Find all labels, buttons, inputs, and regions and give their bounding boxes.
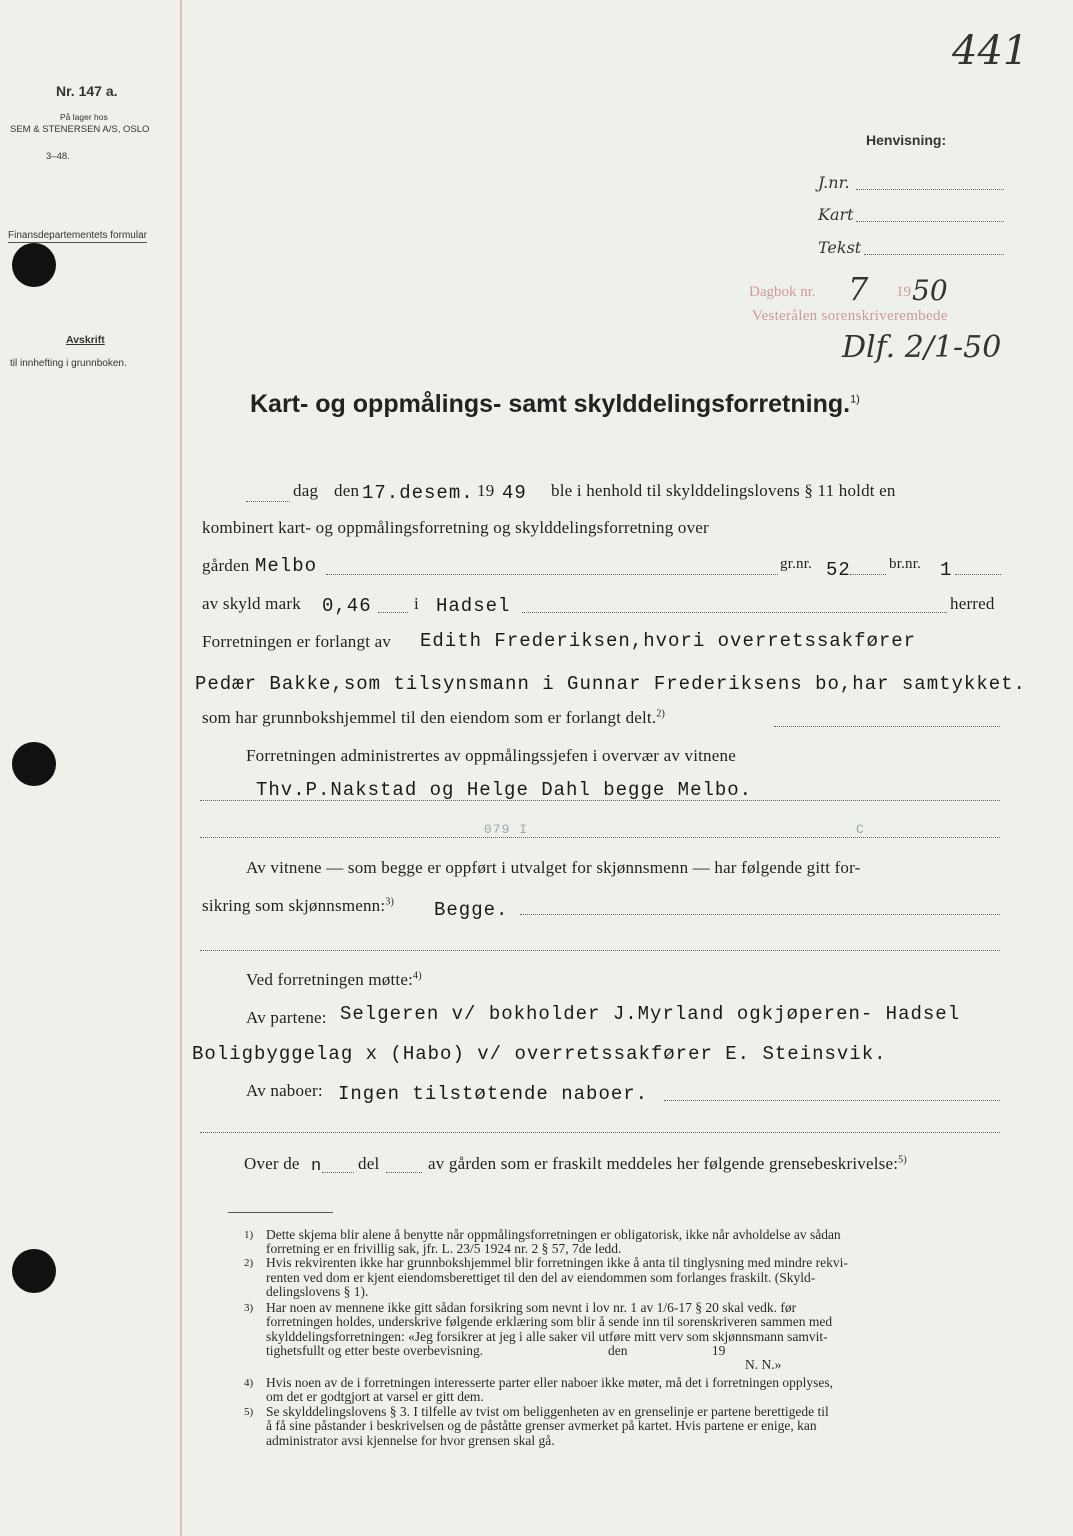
witnesses-field <box>200 800 1000 801</box>
requested-by-continued: Pedær Bakke,som tilsynsmann i Gunnar Frederiksens bo,har samtykket. <box>195 673 1026 695</box>
over-n: n <box>311 1157 323 1176</box>
skyld-field <box>378 612 408 613</box>
title-text: Kart- og oppmålings- samt skylddelingsforretning. <box>250 390 851 418</box>
boundary-note: 5) <box>898 1154 907 1166</box>
form-number: Nr. 147 a. <box>56 83 118 99</box>
footnote-1-line2: forretning er en frivillig sak, jfr. L. 23/5 1924 nr. 2 § 57, 7de ledd. <box>266 1241 622 1256</box>
footnote-3-line2: forretningen holdes, underskrive følgende erklæring som blir å sende inn til sorenskriveren sammen med <box>266 1314 833 1329</box>
grnr-value: 52 <box>826 559 851 581</box>
stamp-dagbok-label: Dagbok nr. <box>749 284 816 300</box>
neighbours-value: Ingen tilstøtende naboer. <box>338 1083 649 1105</box>
den-label: den <box>334 481 360 500</box>
stamp-office: Vesterålen sorenskriverembede <box>752 308 948 324</box>
footnote-1-line1: Dette skjema blir alene å benytte når oppmålingsforretningen er obligatorisk, ikke når avholdelse av sådan <box>266 1227 841 1242</box>
footnote-2-number: 2) <box>244 1257 254 1269</box>
date-value: 17.desem. <box>362 482 474 504</box>
over-field <box>322 1172 354 1173</box>
title-note: 1) <box>850 393 860 406</box>
del-field <box>386 1172 422 1173</box>
assurance-value: Begge. <box>434 899 509 921</box>
assurance-text <box>202 896 394 916</box>
footnote-2-line3: delingslovens § 1). <box>266 1284 369 1299</box>
witnesses-value: Thv.P.Nakstad og Helge Dahl begge Melbo. <box>256 779 753 801</box>
jnr-field <box>856 189 1004 190</box>
copy-label: Avskrift <box>66 334 105 346</box>
skyld-value: 0,46 <box>322 595 372 617</box>
footnote-3-signature: N. N.» <box>745 1357 782 1372</box>
footnote-rule <box>228 1212 333 1213</box>
page-number: 441 <box>952 28 1029 74</box>
blank-line <box>200 837 1000 838</box>
line2: kombinert kart- og oppmålingsforretning og skylddelingsforretning over <box>202 518 709 537</box>
administered-text: Forretningen administrertes av oppmålingssjefen i overvær av vitnene <box>246 746 736 765</box>
grnr-label: gr.nr. <box>780 556 813 572</box>
footnote-3-number: 3) <box>244 1302 254 1314</box>
punch-hole <box>12 243 56 287</box>
assurance-field <box>520 914 1000 915</box>
title-holder-note: 2) <box>656 708 666 720</box>
footnote-5-line1: Se skylddelingslovens § 3. I tilfelle av tvist om beliggenheten av en grenselinje er partene berettigede til <box>266 1404 829 1419</box>
punch-hole <box>12 742 56 786</box>
brnr-value: 1 <box>940 559 953 581</box>
tekst-label: Tekst <box>818 238 862 257</box>
footnote-5-line3: administrator avsi kjennelse for hvor grensen skal gå. <box>266 1433 555 1448</box>
copy-note: til innhefting i grunnboken. <box>10 358 127 369</box>
farm-field <box>326 574 778 575</box>
dag-label: dag <box>293 481 319 500</box>
parties-value: Selgeren v/ bokholder J.Myrland ogkjøperen- Hadsel <box>340 1003 961 1025</box>
reference-heading: Henvisning: <box>866 132 947 148</box>
year-value: 49 <box>502 482 527 504</box>
parties-label: Av partene: <box>246 1008 327 1027</box>
assurance-label: sikring som skjønnsmenn: <box>202 896 386 915</box>
stamp-year: 50 <box>912 274 948 307</box>
blank-line <box>200 1132 1000 1133</box>
footnote-5-number: 5) <box>244 1406 254 1418</box>
kart-label: Kart <box>818 205 854 224</box>
footnote-2-line2: renten ved dom er kjent eiendomsberettiget til den del av eiendommen som forlanges fraskilt. (Skyld- <box>266 1270 816 1285</box>
blank-line <box>200 950 1000 951</box>
title-holder-text <box>202 708 665 728</box>
boundary-label: av gården som er fraskilt meddeles her følgende grensebeskrivelse: <box>428 1154 899 1173</box>
jnr-label: J.nr. <box>818 173 850 192</box>
attendance-text <box>246 970 422 990</box>
herred-label: herred <box>950 594 995 613</box>
publisher-line2: SEM & STENERSEN A/S, OSLO <box>10 124 150 135</box>
skyld-label: av skyld mark <box>202 594 301 613</box>
brnr-label: br.nr. <box>889 556 922 572</box>
footnote-3-line1: Har noen av mennene ikke gitt sådan forsikring som nevnt i lov nr. 1 av 1/6-17 § 20 skal vedk. før <box>266 1300 797 1315</box>
footnote-3-line4: tighetsfullt og etter beste overbevisning. den 19 <box>266 1343 726 1358</box>
herred-field <box>522 612 947 613</box>
stamp-signature: Dlf. 2/1-50 <box>842 330 1002 365</box>
attendance-label: Ved forretningen møtte: <box>246 970 413 989</box>
assurance-note: 3) <box>385 896 395 908</box>
herred-name: Hadsel <box>436 595 511 617</box>
footnote-2-line1: Hvis rekvirenten ikke har grunnbokshjemmel blir forretningen ikke å anta til tinglysning med mindre rekvi- <box>266 1255 848 1270</box>
farm-label: gården <box>202 556 250 575</box>
requested-by-label: Forretningen er forlangt av <box>202 632 392 651</box>
publisher-line1: På lager hos <box>60 112 108 122</box>
brnr-field <box>955 574 1001 575</box>
footnote-3-line3: skylddelingsforretningen: «Jeg forsikrer at jeg i alle saker vil utføre mitt verv som skjønnsmann samvit- <box>266 1329 828 1344</box>
line1-rest: ble i henhold til skylddelingslovens § 11 holdt en <box>551 481 896 500</box>
footnote-4-line2: om det er godtgjort at varsel er gitt dem. <box>266 1389 484 1404</box>
tekst-field <box>864 254 1004 255</box>
footnote-1-number: 1) <box>244 1229 254 1241</box>
grnr-field <box>850 574 886 575</box>
kart-field <box>856 221 1004 222</box>
punch-hole <box>12 1249 56 1293</box>
faint-mark-2: C <box>856 822 865 837</box>
footnote-4-line1: Hvis noen av de i forretningen interesserte parter eller naboer ikke møter, må det i forretningen opplyses, <box>266 1375 834 1390</box>
over-label: Over de <box>244 1154 300 1173</box>
del-label: del <box>358 1154 380 1173</box>
attendance-note: 4) <box>413 970 422 982</box>
stamp-dagbok-number: 7 <box>848 270 869 308</box>
faint-mark: 079 I <box>484 822 529 837</box>
appraisers-text: Av vitnene — som begge er oppført i utvalget for skjønnsmenn — har følgende gitt for- <box>246 858 861 877</box>
neighbours-label: Av naboer: <box>246 1081 323 1100</box>
day-field <box>246 501 290 502</box>
stamp-year-printed: 19 <box>896 284 911 300</box>
farm-name: Melbo <box>255 555 318 577</box>
parties-continued: Boligbyggelag x (Habo) v/ overretssakfører E. Steinsvik. <box>192 1043 887 1065</box>
title-holder-field <box>774 726 1000 727</box>
title-holder-label: som har grunnbokshjemmel til den eiendom som er forlangt delt. <box>202 708 657 727</box>
footnote-4-number: 4) <box>244 1377 254 1389</box>
form-issuer: Finansdepartementets formular <box>8 230 147 241</box>
form-edition: 3–48. <box>46 151 70 162</box>
footnote-5-line2: å få sine påstander i beskrivelsen og de påståtte grenser avmerket på kartet. Hvis partene er enige, kan <box>266 1418 817 1433</box>
neighbours-field <box>664 1100 1000 1101</box>
page-title <box>250 390 860 419</box>
margin-line <box>180 0 182 1536</box>
boundary-text <box>428 1154 907 1174</box>
i-label: i <box>414 594 419 613</box>
requested-by-value: Edith Frederiksen,hvori overretssakfører <box>420 630 917 652</box>
year-prefix: 19 <box>477 481 495 500</box>
